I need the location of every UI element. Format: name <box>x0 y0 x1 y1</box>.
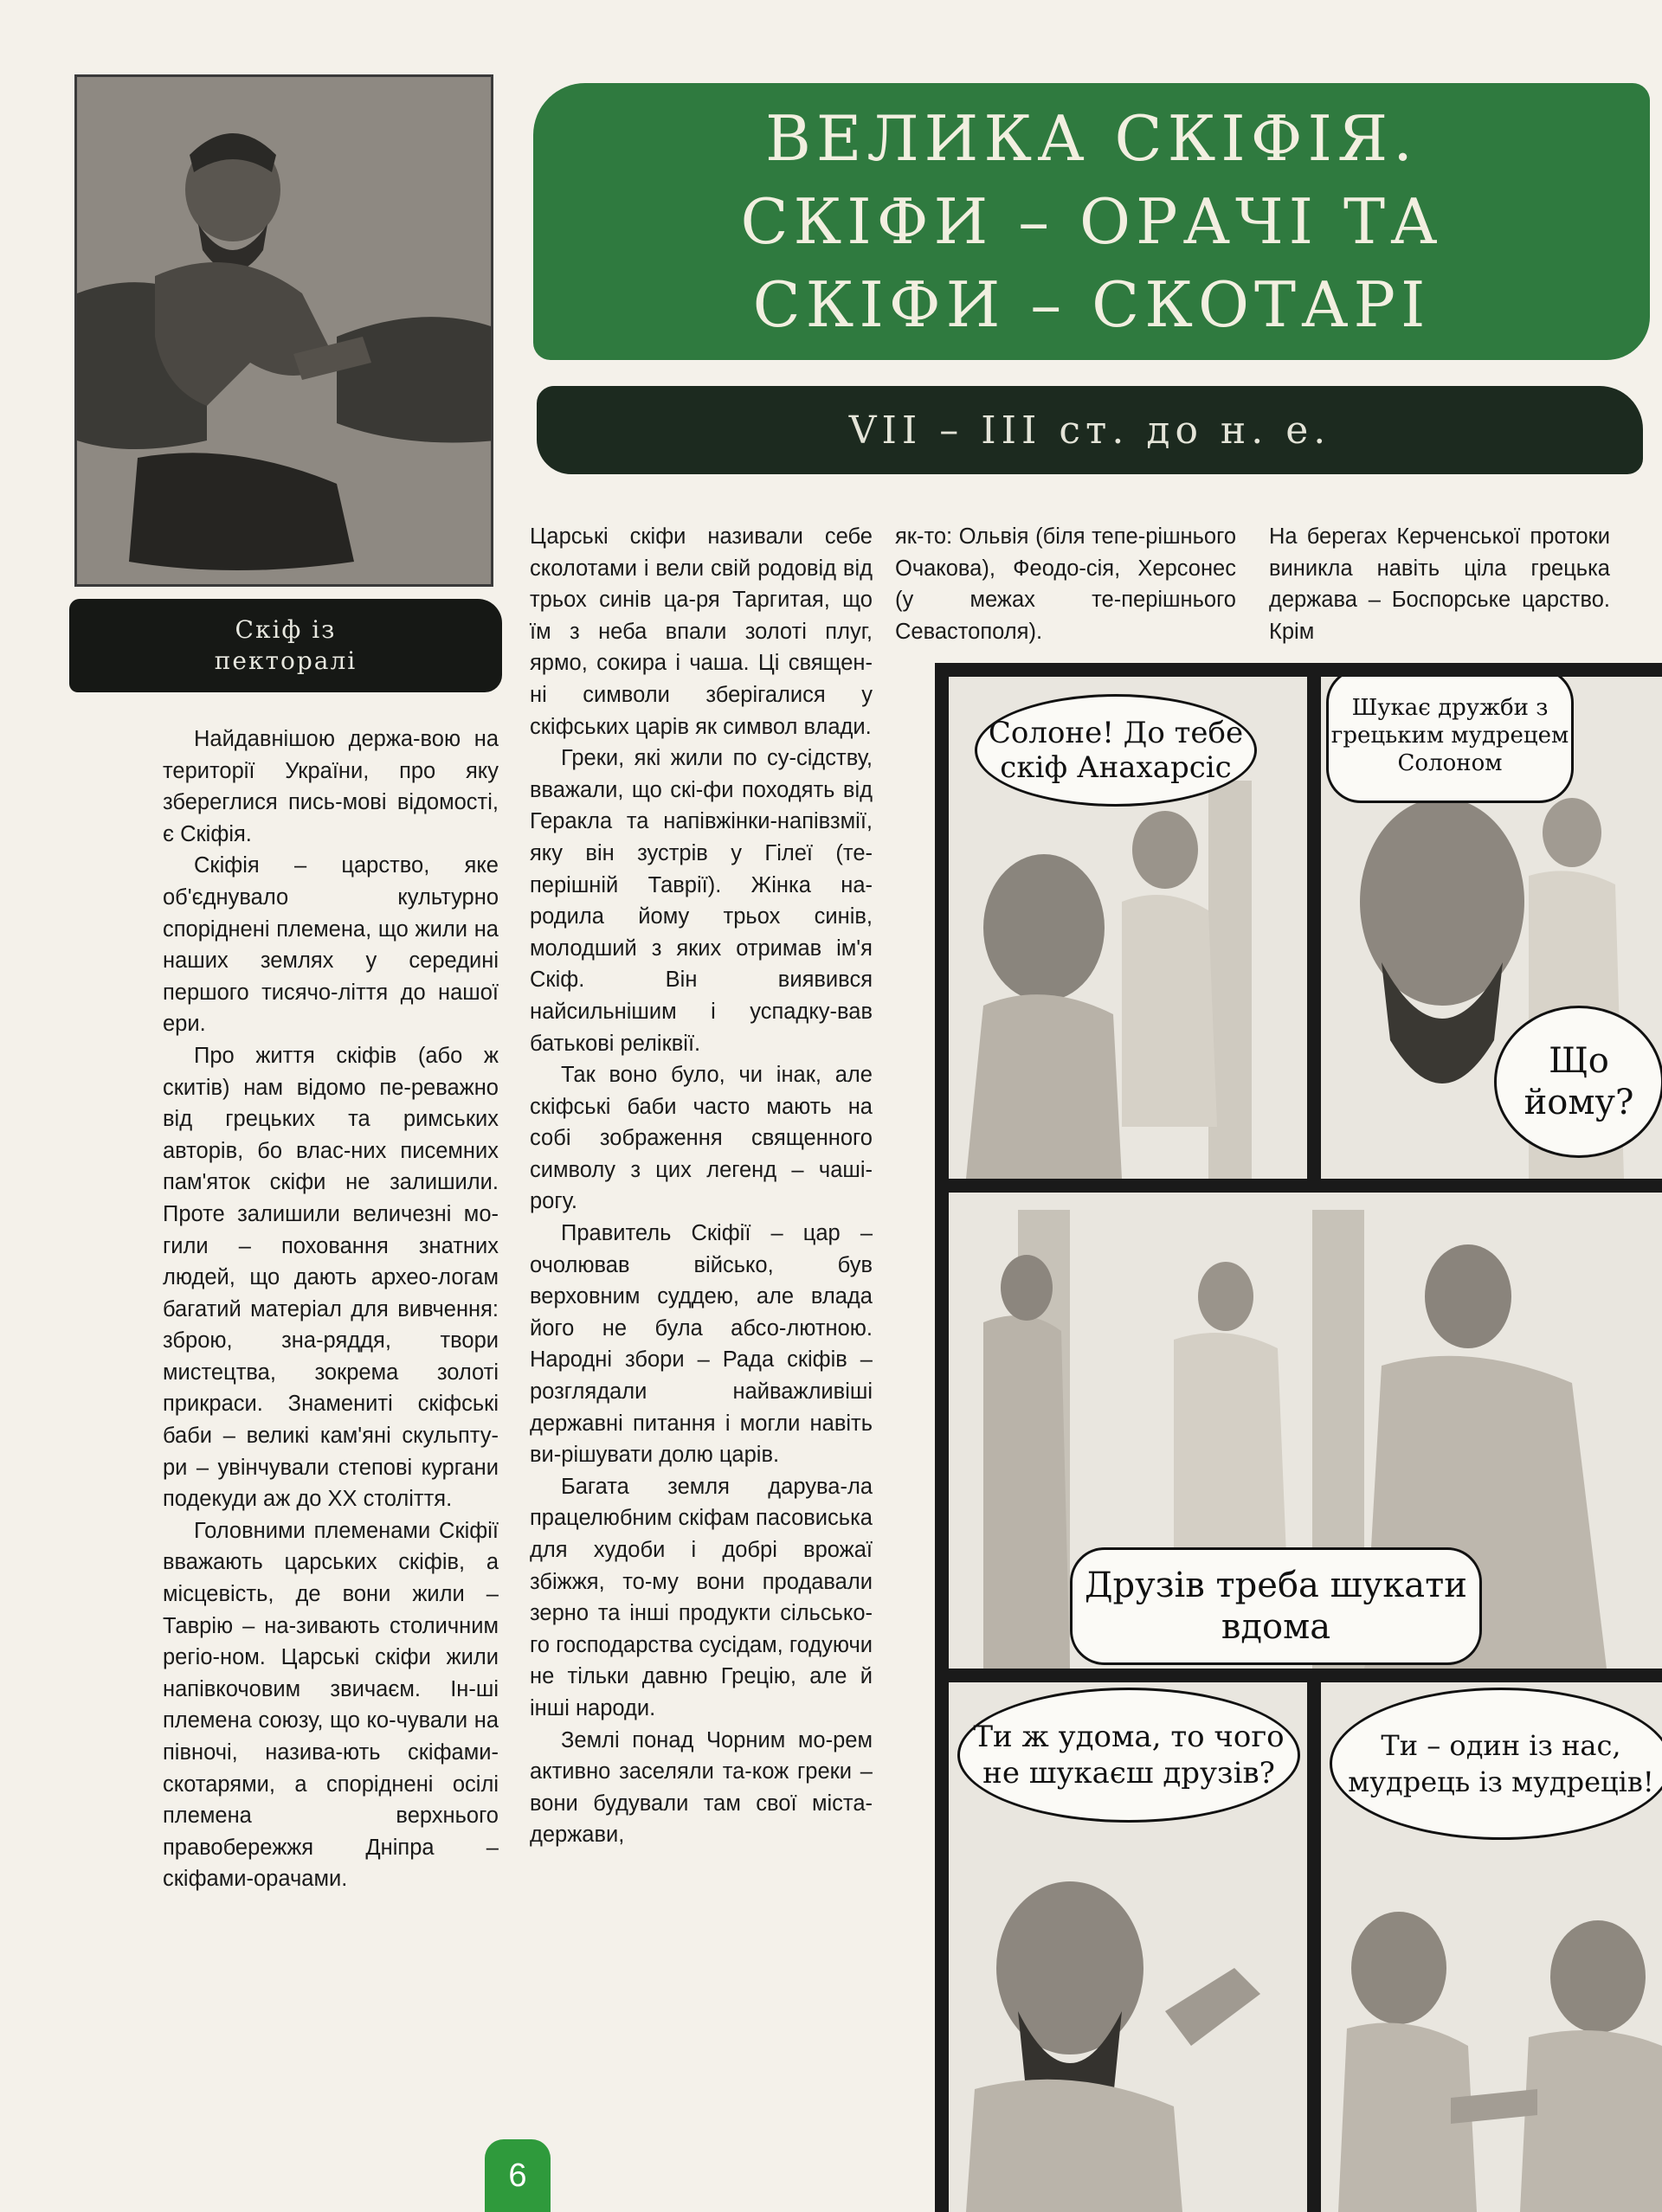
speech-bubble: Шукає дружби з грецьким мудрецем Солоном <box>1326 677 1574 803</box>
comic-panel-5 <box>1321 1682 1662 2212</box>
text-column-4 <box>1269 521 1610 647</box>
period-banner <box>537 386 1643 474</box>
paragraph: Греки, які жили по су-сідству, вважали, що скі-фи походять від Геракла та напівжінки-напівзмії, яку він зустрів у Гілеї (те-перішній Таврії). Жінка на-родила йому трьох синів, молодший з яких отримав ім'я Скіф. Він виявився найсильнішим і успадку-вав батькові реліквії. <box>530 746 873 1056</box>
speech-bubble: Ти – один із нас, мудрець із мудреців! <box>1330 1688 1662 1840</box>
paragraph: Правитель Скіфії – цар – очолював військо, був верховним суддею, але влада його не була абсо-лютною. Народні збори – Рада скіфів – розглядали найважливіші державні питання і могли навіть ви-рішувати долю царів. <box>530 1221 873 1468</box>
comic-panel-2 <box>1321 677 1662 1179</box>
period-text: VII – III ст. до н. е. <box>848 408 1331 453</box>
speech-bubble: Що йому? <box>1494 1006 1662 1158</box>
page-number: 6 <box>485 2139 551 2212</box>
speech-bubble: Солоне! До тебе скіф Анахарсіс <box>975 694 1257 807</box>
paragraph: Найдавнішою держа-вою на території України, про яку збереглися пись-мові відомості, є Скіфія. <box>163 727 499 846</box>
paragraph: Про життя скіфів (або ж скитів) нам відомо пе-реважно від грецьких та римських авторів, бо влас-них писемних пам'яток скіфи не залишили. Проте залишили величезні мо-гили – поховання знатних людей, що дають архео-логам багатий матеріал для вивчення: зброю, зна-ряддя, твори мистецтва, зокрема золоті прикраси. Знамениті скіфські баби – великі кам'яні скульпту-ри – увінчували степові кургани подекуди аж до XX століття. <box>163 1043 499 1512</box>
title-line-2: СКІФИ – ОРАЧІ ТА <box>740 185 1443 258</box>
paragraph: Багата земля дарува-ла працелюбним скіфам пасовиська для худоби і добрі врожаї збіжжя, то-му вони продавали зерно та інші продукти сільсько-го господарства сусідам, годуючи не тільки давню Грецію, але й інші народи. <box>530 1474 873 1720</box>
paragraph: Так воно було, чи інак, але скіфські баби часто мають на собі зображення священного символу з цих легенд – чаші-рогу. <box>530 1063 873 1214</box>
scythian-figure-drawing <box>77 77 493 587</box>
title-banner <box>533 83 1650 360</box>
text-column-1 <box>163 723 499 1895</box>
scythian-illustration <box>74 74 493 587</box>
text-column-3 <box>895 521 1236 647</box>
paragraph: Царські скіфи називали себе сколотами і вели свій родовід від трьох синів ца-ря Таргитая, що їм з неба впали золоті плуг, ярмо, сокира і чаша. Ці священ-ні символи зберігалися у скіфських царів як символ влади. <box>530 524 873 739</box>
comic-strip <box>935 663 1662 2212</box>
caption-line-2: пекторалі <box>214 646 358 675</box>
paragraph: як-то: Ольвія (біля тепе-рішнього Очакова), Феодо-сія, Херсонес (у межах те-перішнього Севастополя). <box>895 524 1236 644</box>
speech-bubble: Друзів треба шукати вдома <box>1070 1547 1482 1665</box>
paragraph: Головними племенами Скіфії вважають царських скіфів, а місцевість, де вони жили – Таврію – на-зивають столичним регіо-ном. Царські скіфи жили напівкочовим звичаєм. Ін-ші племена союзу, що ко-чували на півночі, назива-ють скіфами-скотарями, а споріднені осілі племена верхнього правобережжя Дніпра – скіфами-орачами. <box>163 1518 499 1892</box>
comic-panel-1 <box>949 677 1307 1179</box>
speech-bubble: Ти ж удома, то чого не шукаєш друзів? <box>957 1688 1300 1823</box>
title-line-3: СКІФИ – СКОТАРІ <box>752 268 1431 341</box>
title-line-1: ВЕЛИКА СКІФІЯ. <box>765 102 1418 175</box>
paragraph: Скіфія – царство, яке об'єднувало культурно споріднені племена, що жили на наших землях у середині першого тисячо-ліття до нашої ери. <box>163 853 499 1037</box>
caption-line-1: Скіф із <box>235 615 337 644</box>
paragraph: Землі понад Чорним мо-рем активно заселяли та-кож греки – вони будували там свої міста-держави, <box>530 1727 873 1848</box>
text-column-2 <box>530 521 873 1851</box>
comic-panel-4 <box>949 1682 1307 2212</box>
comic-panel-3 <box>949 1193 1662 1669</box>
image-caption <box>69 599 502 692</box>
paragraph: На берегах Керченської протоки виникла навіть ціла грецька держава – Боспорське царство. Крім <box>1269 524 1610 644</box>
